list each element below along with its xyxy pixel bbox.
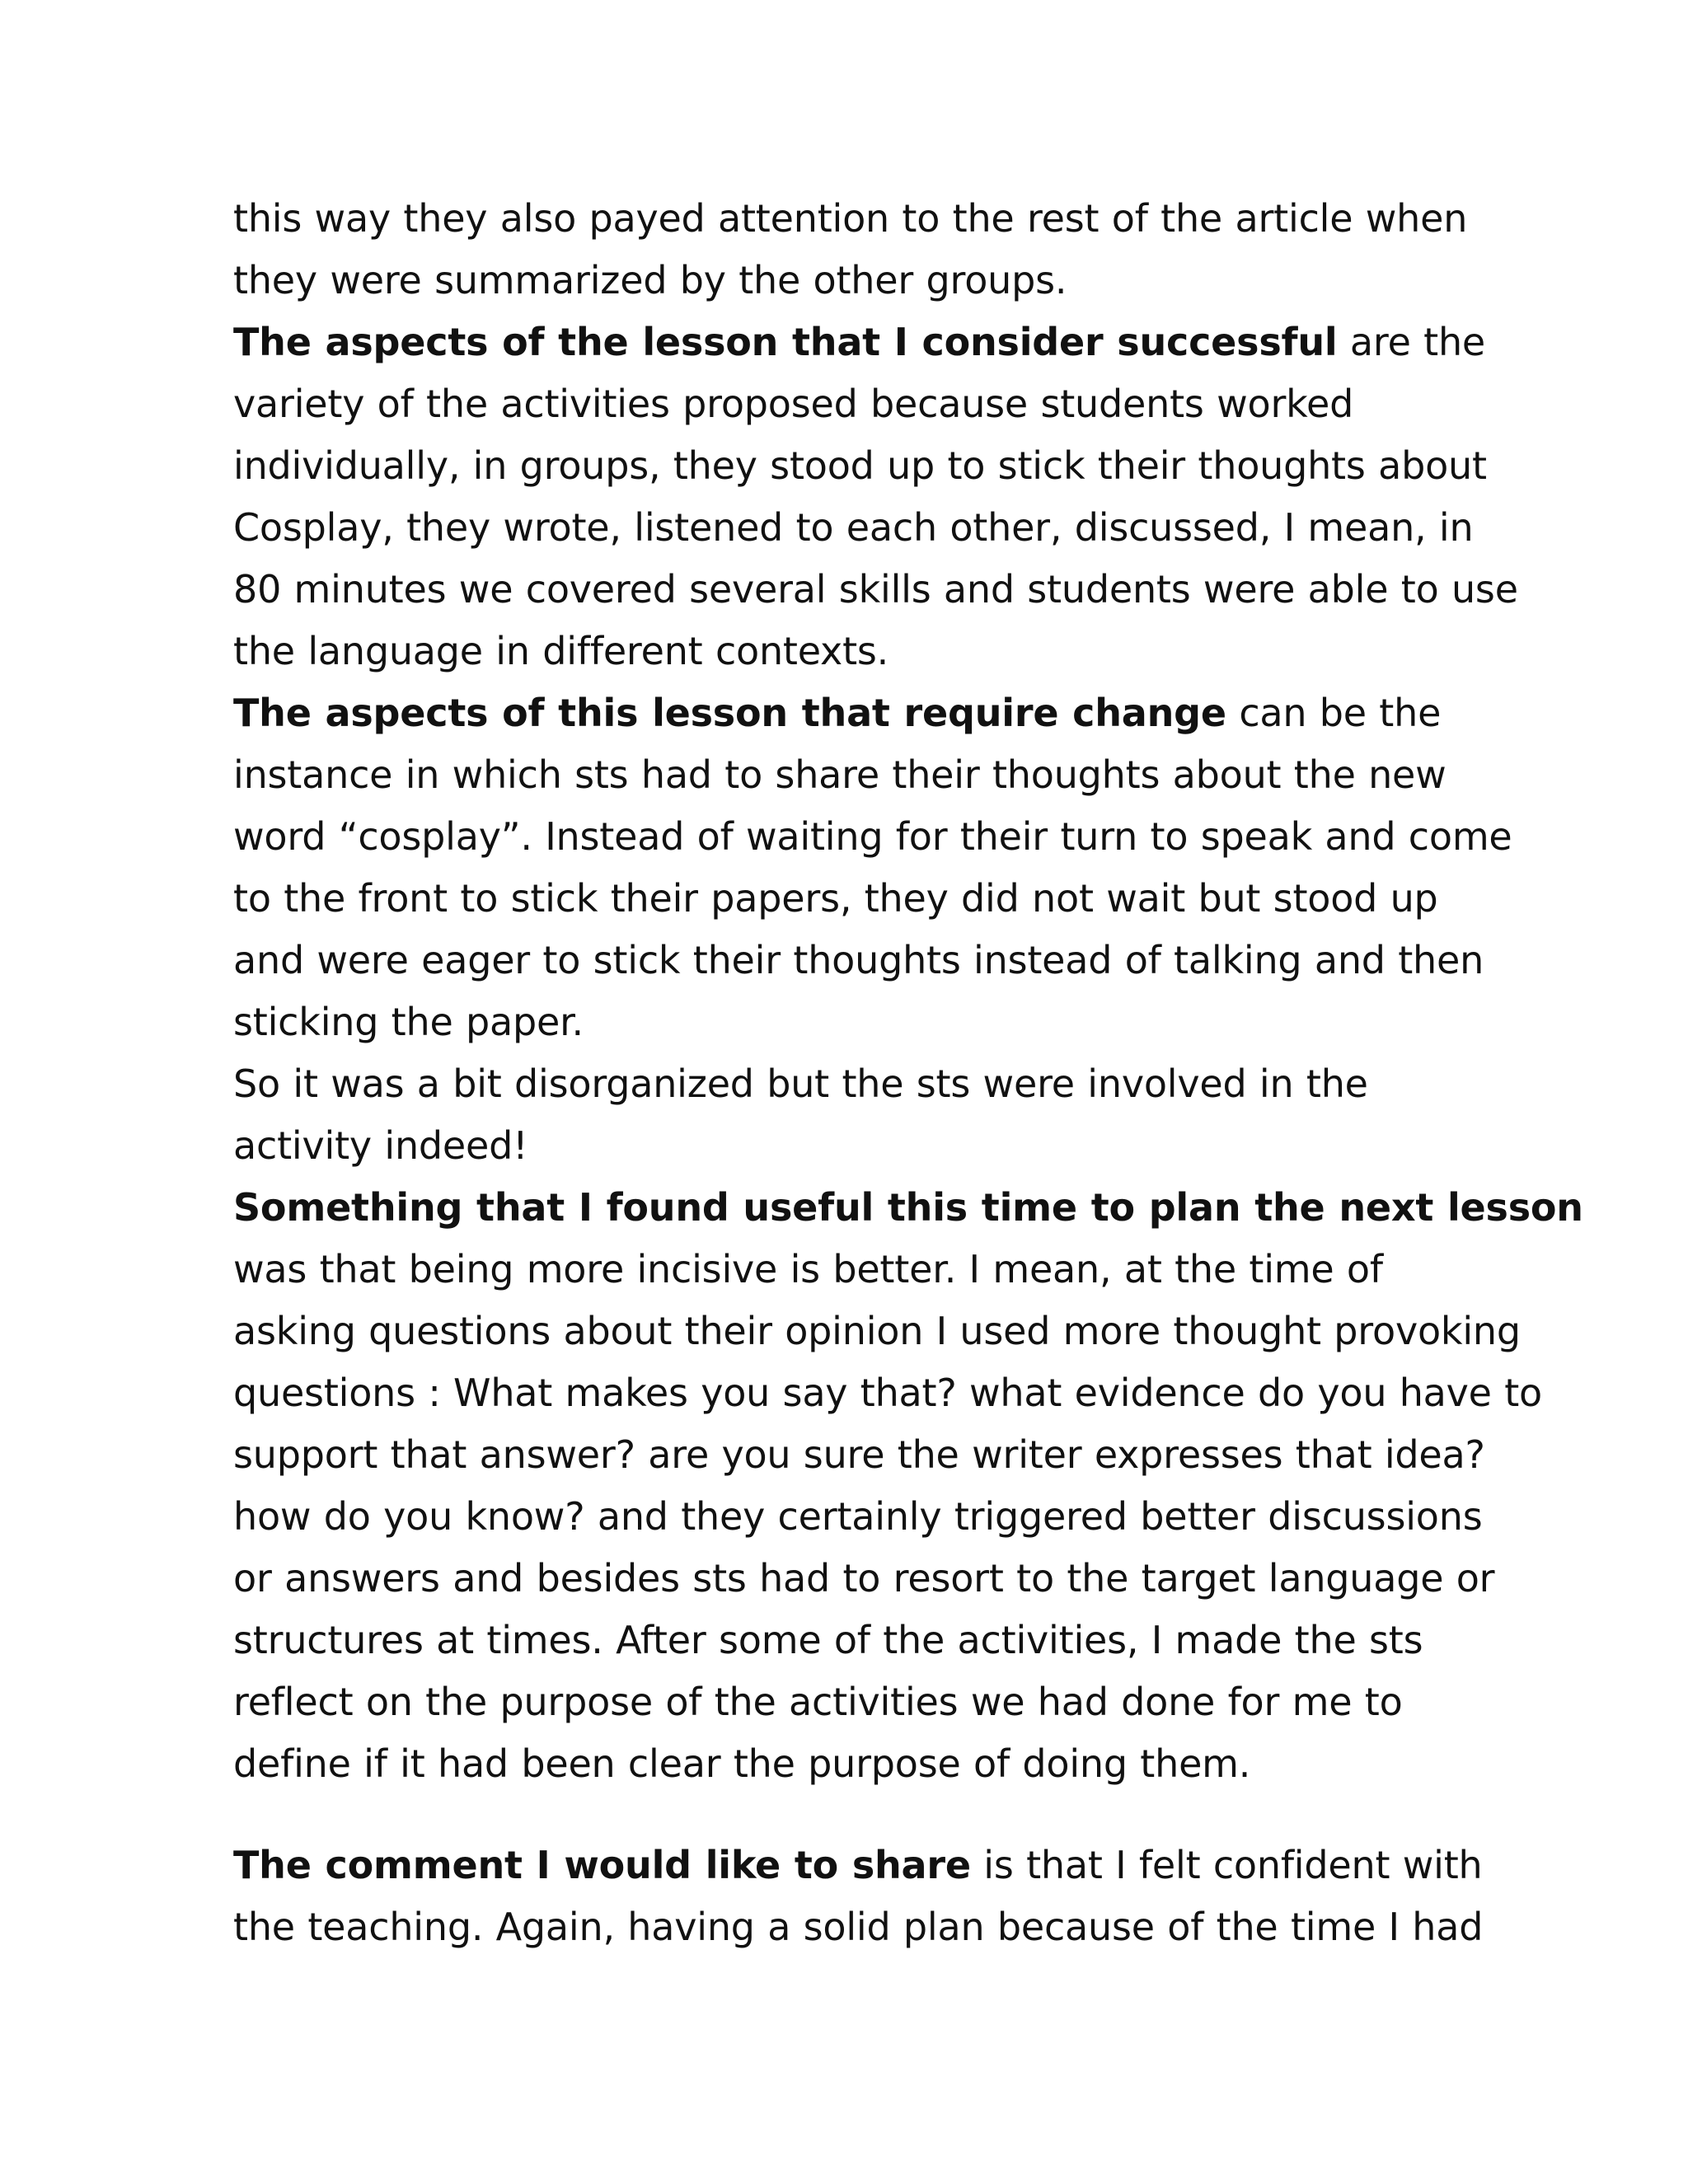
text-segment: to the front to stick their papers, they did not wait but stood up [233, 876, 1438, 921]
text-line [233, 250, 1478, 312]
text-line [233, 435, 1487, 497]
text-line [233, 559, 1518, 621]
paragraph-gap [233, 1795, 1478, 1835]
text-segment: can be the [1226, 691, 1442, 735]
text-line [233, 373, 1478, 435]
paragraph [233, 1177, 1583, 1795]
bold-heading-phrase: The aspects of this lesson that require change [233, 691, 1226, 735]
text-segment: define if it had been clear the purpose of doing them. [233, 1741, 1251, 1786]
text-line [233, 1424, 1485, 1486]
text-line [233, 497, 1478, 559]
text-segment: sticking the paper. [233, 1000, 584, 1044]
text-segment: the teaching. Again, having a solid plan because of the time I had [233, 1905, 1484, 1949]
text-segment: variety of the activities proposed because students worked [233, 382, 1354, 426]
text-segment: So it was a bit disorganized but the sts were involved in the [233, 1062, 1368, 1106]
text-line [233, 744, 1478, 806]
text-line [233, 1610, 1478, 1671]
document-body [233, 188, 1583, 1958]
text-line [233, 188, 1478, 250]
bold-heading-phrase: The aspects of the lesson that I consider successful [233, 320, 1338, 364]
text-line [233, 621, 1478, 682]
text-line [233, 1301, 1521, 1362]
text-line [233, 312, 1485, 373]
paragraph [233, 312, 1518, 682]
text-line [233, 868, 1478, 930]
text-line [233, 682, 1478, 744]
text-segment: asking questions about their opinion I used more thought provoking [233, 1309, 1521, 1353]
text-line [233, 1733, 1478, 1795]
text-segment: 80 minutes we covered several skills and students were able to use [233, 567, 1518, 612]
text-segment: word “cosplay”. Instead of waiting for their turn to speak and come [233, 814, 1512, 859]
text-segment: structures at times. After some of the activities, I made the sts [233, 1618, 1423, 1662]
paragraph [233, 1835, 1484, 1958]
text-segment: and were eager to stick their thoughts instead of talking and then [233, 938, 1484, 982]
text-segment: or answers and besides sts had to resort to the target language or [233, 1556, 1495, 1601]
paragraph [233, 188, 1478, 312]
text-line [233, 1362, 1542, 1424]
paragraph [233, 682, 1512, 1053]
text-segment: how do you know? and they certainly triggered better discussions [233, 1494, 1483, 1539]
text-line [233, 1548, 1495, 1610]
text-line [233, 930, 1484, 991]
text-segment: was that being more incisive is better. I mean, at the time of [233, 1247, 1383, 1291]
text-segment: reflect on the purpose of the activities we had done for me to [233, 1680, 1403, 1724]
text-line [233, 1835, 1483, 1896]
text-segment: questions : What makes you say that? what evidence do you have to [233, 1371, 1542, 1415]
text-segment: Cosplay, they wrote, listened to each other, discussed, I mean, in [233, 505, 1474, 550]
text-segment: the language in different contexts. [233, 629, 889, 673]
text-segment: is that I felt confident with [970, 1843, 1483, 1887]
text-line [233, 1115, 1478, 1177]
text-line [233, 991, 1478, 1053]
text-segment: individually, in groups, they stood up to stick their thoughts about [233, 443, 1487, 488]
text-segment: instance in which sts had to share their thoughts about the new [233, 752, 1447, 797]
text-line [233, 1177, 1583, 1239]
text-segment: they were summarized by the other groups. [233, 258, 1067, 302]
text-line [233, 1486, 1483, 1548]
text-line [233, 1053, 1478, 1115]
text-segment: this way they also payed attention to the rest of the article when [233, 196, 1468, 241]
text-segment: are the [1337, 320, 1485, 364]
text-line [233, 1896, 1484, 1958]
text-segment: activity indeed! [233, 1123, 528, 1168]
bold-heading-phrase: Something that I found useful this time to plan the next lesson [233, 1185, 1583, 1230]
paragraph [233, 1053, 1478, 1177]
text-line [233, 1239, 1478, 1301]
text-line [233, 1671, 1478, 1733]
text-line [233, 806, 1512, 868]
text-segment: support that answer? are you sure the writer expresses that idea? [233, 1432, 1485, 1477]
bold-heading-phrase: The comment I would like to share [233, 1843, 971, 1887]
